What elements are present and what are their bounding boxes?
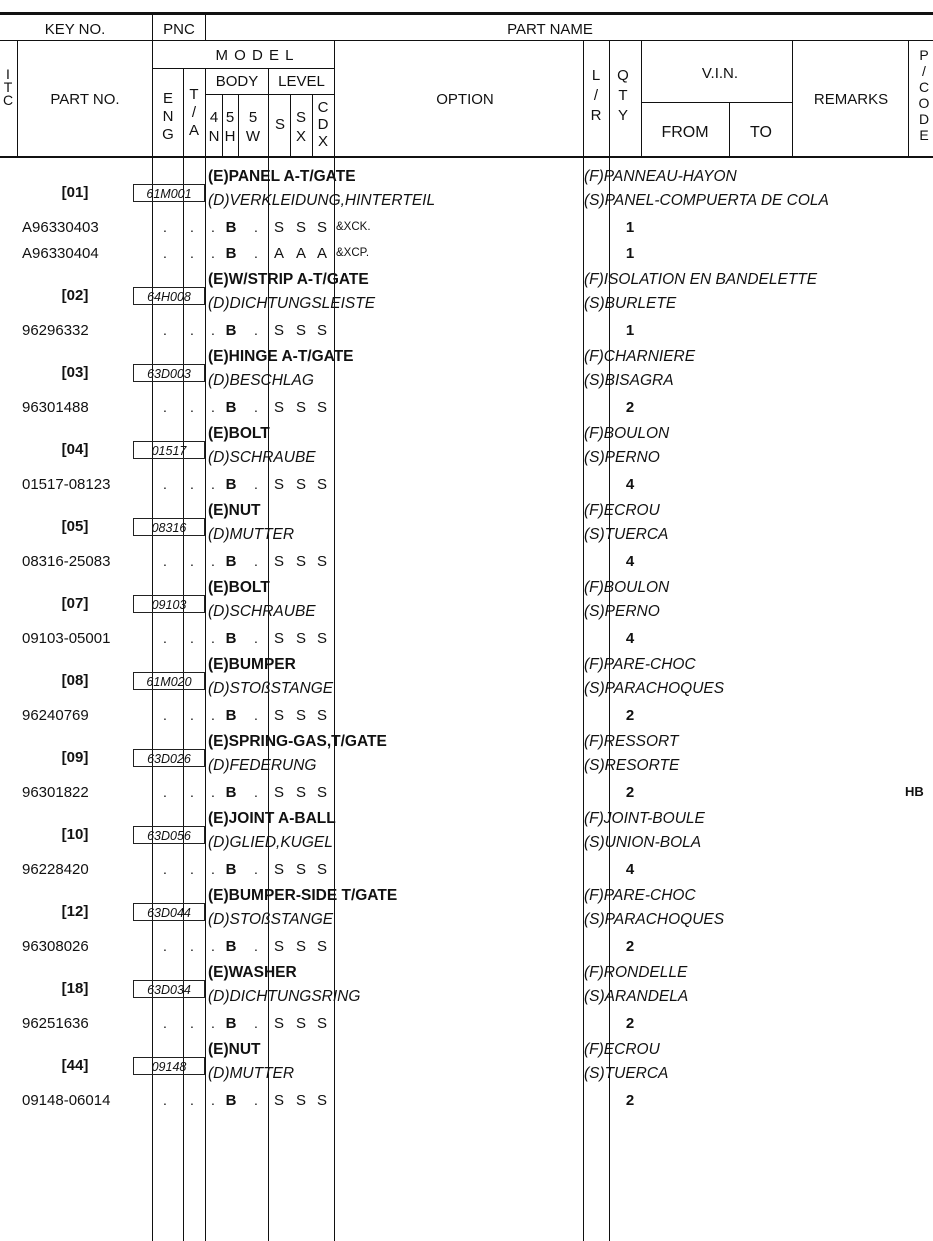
part-name-french: (F)ECROU	[584, 1041, 660, 1058]
part-name-french: (F)ECROU	[584, 502, 660, 519]
header-option: OPTION	[436, 91, 494, 108]
level-s-value: S	[273, 630, 284, 647]
eng-dot: .	[163, 476, 167, 492]
level-sx-value: S	[295, 322, 306, 339]
header-rule-1	[0, 40, 933, 41]
ta-dot: .	[190, 553, 194, 569]
ta-dot: .	[190, 476, 194, 492]
part-name-english: (E)W/STRIP A-T/GATE	[208, 271, 369, 288]
level-s-value: S	[273, 476, 284, 493]
ta-dot: .	[190, 322, 194, 338]
part-name-spanish: (S)ARANDELA	[584, 988, 689, 1005]
body-5w-dot: .	[254, 784, 258, 800]
eng-dot: .	[163, 399, 167, 415]
part-name-spanish: (S)PERNO	[584, 603, 660, 620]
part-number: 08316-25083	[22, 553, 111, 570]
header-key-no: KEY NO.	[44, 21, 106, 38]
header-remarks: REMARKS	[813, 91, 889, 108]
quantity: 1	[625, 219, 635, 236]
body-5w-dot: .	[254, 553, 258, 569]
level-cdx-value: S	[316, 938, 327, 955]
body-value: B	[225, 322, 237, 339]
pnc-code: 61M020	[133, 672, 205, 690]
part-name-spanish: (S)PARACHOQUES	[584, 680, 725, 697]
body-value: B	[225, 938, 237, 955]
key-number: [44]	[61, 1057, 89, 1074]
body-4n-dot: .	[211, 1092, 215, 1108]
level-cdx-value: S	[316, 322, 327, 339]
part-name-french: (F)RONDELLE	[584, 964, 688, 981]
body-value: B	[225, 245, 237, 262]
quantity: 1	[625, 245, 635, 262]
part-number: 96240769	[22, 707, 89, 724]
part-number: 96296332	[22, 322, 89, 339]
part-name-french: (F)BOULON	[584, 579, 670, 596]
key-number: [04]	[61, 441, 89, 458]
part-name-english: (E)JOINT A-BALL	[208, 810, 336, 827]
header-body-5w: 5 W	[245, 109, 261, 145]
body-5w-dot: .	[254, 219, 258, 235]
body-4n-dot: .	[211, 630, 215, 646]
header-lr: L / R	[590, 67, 602, 124]
part-number: 96308026	[22, 938, 89, 955]
body-value: B	[225, 399, 237, 416]
part-name-spanish: (S)PERNO	[584, 449, 660, 466]
key-number: [01]	[61, 184, 89, 201]
part-name-english: (E)PANEL A-T/GATE	[208, 168, 356, 185]
pnc-code: 63D056	[133, 826, 205, 844]
part-name-german: (D)MUTTER	[208, 1065, 295, 1082]
header-eng: E N G	[162, 90, 174, 143]
quantity: 2	[625, 399, 635, 416]
col-line-level-a	[290, 94, 291, 156]
part-name-german: (D)SCHRAUBE	[208, 449, 316, 466]
part-name-french: (F)BOULON	[584, 425, 670, 442]
header-level-cdx: C D X	[317, 99, 329, 150]
header-pnc: PNC	[163, 21, 195, 38]
part-name-english: (E)HINGE A-T/GATE	[208, 348, 354, 365]
col-line-qty	[609, 41, 610, 1241]
col-line-itc	[17, 41, 18, 156]
level-cdx-value: S	[316, 219, 327, 236]
header-itc: I T C	[2, 66, 14, 108]
part-name-english: (E)BOLT	[208, 425, 270, 442]
key-number: [07]	[61, 595, 89, 612]
eng-dot: .	[163, 784, 167, 800]
body-5w-dot: .	[254, 399, 258, 415]
level-cdx-value: S	[316, 1092, 327, 1109]
header-level-sx: S X	[295, 109, 306, 145]
eng-dot: .	[163, 630, 167, 646]
body-value: B	[225, 553, 237, 570]
part-number: 96251636	[22, 1015, 89, 1032]
body-rule	[205, 94, 334, 95]
key-number: [18]	[61, 980, 89, 997]
part-name-german: (D)DICHTUNGSLEISTE	[208, 295, 376, 312]
level-sx-value: S	[295, 476, 306, 493]
quantity: 4	[625, 553, 635, 570]
part-name-french: (F)PARE-CHOC	[584, 887, 696, 904]
body-value: B	[225, 861, 237, 878]
col-line-pcode	[908, 41, 909, 156]
key-number: [09]	[61, 749, 89, 766]
header-level: LEVEL	[278, 73, 325, 90]
ta-dot: .	[190, 1015, 194, 1031]
part-name-english: (E)WASHER	[208, 964, 297, 981]
ta-dot: .	[190, 399, 194, 415]
level-sx-value: S	[295, 553, 306, 570]
pnc-code: 09103	[133, 595, 205, 613]
part-name-german: (D)DICHTUNGSRING	[208, 988, 361, 1005]
body-value: B	[225, 476, 237, 493]
quantity: 4	[625, 630, 635, 647]
level-cdx-value: S	[316, 861, 327, 878]
header-part-name: PART NAME	[507, 21, 593, 38]
part-name-french: (F)PARE-CHOC	[584, 656, 696, 673]
col-line-remarks	[792, 41, 793, 156]
body-4n-dot: .	[211, 245, 215, 261]
body-5w-dot: .	[254, 245, 258, 261]
ta-dot: .	[190, 219, 194, 235]
quantity: 1	[625, 322, 635, 339]
part-name-spanish: (S)BISAGRA	[584, 372, 674, 389]
body-4n-dot: .	[211, 219, 215, 235]
level-cdx-value: S	[316, 553, 327, 570]
eng-dot: .	[163, 707, 167, 723]
part-name-french: (F)JOINT-BOULE	[584, 810, 705, 827]
quantity: 2	[625, 1092, 635, 1109]
eng-dot: .	[163, 861, 167, 877]
level-sx-value: S	[295, 707, 306, 724]
body-5w-dot: .	[254, 707, 258, 723]
part-name-german: (D)GLIED,KUGEL	[208, 834, 333, 851]
header-vin-to: TO	[750, 124, 772, 141]
header-pcode: P / C O D E	[918, 47, 930, 143]
col-line-body-b	[238, 94, 239, 156]
body-5w-dot: .	[254, 938, 258, 954]
pnc-code: 09148	[133, 1057, 205, 1075]
pnc-code: 63D026	[133, 749, 205, 767]
header-body-5h: 5 H	[224, 109, 236, 145]
level-s-value: S	[273, 938, 284, 955]
ta-dot: .	[190, 707, 194, 723]
body-4n-dot: .	[211, 399, 215, 415]
level-s-value: S	[273, 399, 284, 416]
level-sx-value: S	[295, 861, 306, 878]
top-rule	[0, 12, 933, 15]
col-line-lr	[583, 41, 584, 1241]
body-5w-dot: .	[254, 1092, 258, 1108]
ta-dot: .	[190, 938, 194, 954]
level-sx-value: S	[295, 784, 306, 801]
part-number: 96228420	[22, 861, 89, 878]
body-4n-dot: .	[211, 861, 215, 877]
quantity: 2	[625, 784, 635, 801]
header-part-no: PART NO.	[50, 91, 120, 108]
part-name-french: (F)ISOLATION EN BANDELETTE	[584, 271, 818, 288]
part-name-german: (D)STOßSTANGE	[208, 680, 334, 697]
body-value: B	[225, 1015, 237, 1032]
header-vin: V.I.N.	[701, 65, 739, 82]
level-s-value: S	[273, 553, 284, 570]
part-name-german: (D)VERKLEIDUNG,HINTERTEIL	[208, 192, 436, 209]
part-name-spanish: (S)PANEL-COMPUERTA DE COLA	[584, 192, 829, 209]
level-cdx-value: A	[316, 245, 327, 262]
eng-dot: .	[163, 219, 167, 235]
ta-dot: .	[190, 861, 194, 877]
part-name-french: (F)PANNEAU-HAYON	[584, 168, 737, 185]
level-cdx-value: S	[316, 1015, 327, 1032]
pnc-code: 63D003	[133, 364, 205, 382]
level-sx-value: S	[295, 630, 306, 647]
part-number: 96301488	[22, 399, 89, 416]
option-code: &XCK.	[336, 221, 371, 233]
body-4n-dot: .	[211, 553, 215, 569]
key-number: [10]	[61, 826, 89, 843]
eng-dot: .	[163, 553, 167, 569]
part-name-german: (D)MUTTER	[208, 526, 295, 543]
level-sx-value: A	[295, 245, 306, 262]
eng-dot: .	[163, 938, 167, 954]
header-model: M O D E L	[215, 47, 295, 64]
pcode-value: HB	[905, 784, 924, 799]
part-name-spanish: (S)BURLETE	[584, 295, 677, 312]
key-number: [12]	[61, 903, 89, 920]
header-rule-bottom	[0, 156, 933, 158]
body-5w-dot: .	[254, 322, 258, 338]
header-level-s: S	[274, 116, 285, 133]
key-number: [02]	[61, 287, 89, 304]
body-value: B	[225, 219, 237, 236]
body-value: B	[225, 1092, 237, 1109]
level-s-value: S	[273, 1092, 284, 1109]
pnc-code: 01517	[133, 441, 205, 459]
header-body: BODY	[215, 73, 259, 90]
part-number: 96301822	[22, 784, 89, 801]
level-s-value: S	[273, 219, 284, 236]
part-name-german: (D)STOßSTANGE	[208, 911, 334, 928]
header-vin-from: FROM	[661, 124, 709, 141]
ta-dot: .	[190, 245, 194, 261]
body-4n-dot: .	[211, 938, 215, 954]
level-cdx-value: S	[316, 784, 327, 801]
ta-dot: .	[190, 784, 194, 800]
body-value: B	[225, 784, 237, 801]
part-name-german: (D)BESCHLAG	[208, 372, 314, 389]
quantity: 4	[625, 861, 635, 878]
body-4n-dot: .	[211, 1015, 215, 1031]
level-s-value: S	[273, 784, 284, 801]
key-number: [05]	[61, 518, 89, 535]
part-number: 09148-06014	[22, 1092, 111, 1109]
pnc-code: 64H008	[133, 287, 205, 305]
level-sx-value: S	[295, 1092, 306, 1109]
eng-dot: .	[163, 322, 167, 338]
level-s-value: S	[273, 707, 284, 724]
part-name-spanish: (S)UNION-BOLA	[584, 834, 702, 851]
part-name-english: (E)NUT	[208, 1041, 261, 1058]
part-name-spanish: (S)TUERCA	[584, 526, 669, 543]
option-code: &XCP.	[336, 247, 370, 259]
body-value: B	[225, 630, 237, 647]
pnc-code: 63D034	[133, 980, 205, 998]
key-number: [03]	[61, 364, 89, 381]
col-line-ta	[205, 68, 206, 1241]
part-name-spanish: (S)PARACHOQUES	[584, 911, 725, 928]
part-name-english: (E)BUMPER-SIDE T/GATE	[208, 887, 398, 904]
part-number: A96330404	[22, 245, 99, 262]
level-s-value: S	[273, 1015, 284, 1032]
part-name-french: (F)CHARNIERE	[584, 348, 696, 365]
body-4n-dot: .	[211, 322, 215, 338]
part-name-german: (D)SCHRAUBE	[208, 603, 316, 620]
quantity: 4	[625, 476, 635, 493]
level-sx-value: S	[295, 938, 306, 955]
eng-dot: .	[163, 1092, 167, 1108]
pnc-code: 61M001	[133, 184, 205, 202]
body-5w-dot: .	[254, 1015, 258, 1031]
part-number: A96330403	[22, 219, 99, 236]
ta-dot: .	[190, 1092, 194, 1108]
part-name-spanish: (S)TUERCA	[584, 1065, 669, 1082]
part-name-english: (E)NUT	[208, 502, 261, 519]
body-4n-dot: .	[211, 784, 215, 800]
level-cdx-value: S	[316, 707, 327, 724]
body-5w-dot: .	[254, 861, 258, 877]
level-cdx-value: S	[316, 476, 327, 493]
quantity: 2	[625, 707, 635, 724]
level-s-value: A	[273, 245, 284, 262]
part-name-spanish: (S)RESORTE	[584, 757, 680, 774]
level-cdx-value: S	[316, 630, 327, 647]
vin-rule	[641, 102, 792, 103]
part-name-english: (E)SPRING-GAS,T/GATE	[208, 733, 387, 750]
part-name-french: (F)RESSORT	[584, 733, 679, 750]
pnc-code: 63D044	[133, 903, 205, 921]
level-sx-value: S	[295, 219, 306, 236]
body-5w-dot: .	[254, 630, 258, 646]
eng-dot: .	[163, 245, 167, 261]
quantity: 2	[625, 1015, 635, 1032]
col-line-level-b	[312, 94, 313, 156]
body-value: B	[225, 707, 237, 724]
key-number: [08]	[61, 672, 89, 689]
col-line-option	[334, 41, 335, 1241]
quantity: 2	[625, 938, 635, 955]
eng-dot: .	[163, 1015, 167, 1031]
part-number: 09103-05001	[22, 630, 111, 647]
header-qty: Q T Y	[617, 67, 629, 124]
pnc-code: 08316	[133, 518, 205, 536]
header-ta: T / A	[188, 86, 199, 139]
col-line-pnc-end	[205, 15, 206, 40]
model-rule	[152, 68, 334, 69]
part-name-german: (D)FEDERUNG	[208, 757, 317, 774]
ta-dot: .	[190, 630, 194, 646]
header-body-4n: 4 N	[208, 109, 220, 145]
body-5w-dot: .	[254, 476, 258, 492]
body-4n-dot: .	[211, 707, 215, 723]
part-number: 01517-08123	[22, 476, 111, 493]
part-name-english: (E)BOLT	[208, 579, 270, 596]
level-s-value: S	[273, 861, 284, 878]
level-s-value: S	[273, 322, 284, 339]
part-name-english: (E)BUMPER	[208, 656, 296, 673]
level-sx-value: S	[295, 399, 306, 416]
level-cdx-value: S	[316, 399, 327, 416]
level-sx-value: S	[295, 1015, 306, 1032]
body-4n-dot: .	[211, 476, 215, 492]
